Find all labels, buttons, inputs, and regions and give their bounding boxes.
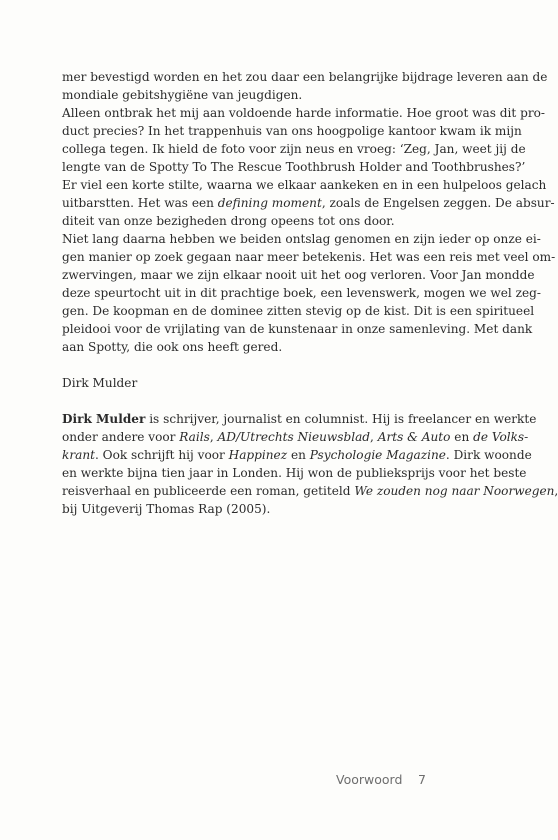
bio-line: en werkte bijna tien jaar in Londen. Hij won de publieksprijs voor het beste	[62, 466, 527, 480]
text-run: reisverhaal en publiceerde een roman, getiteld	[62, 484, 355, 498]
bio-line	[62, 482, 558, 500]
text-line: zwervingen, maar we zijn elkaar nooit uit het oog verloren. Voor Jan mondde	[62, 268, 535, 282]
page-body	[62, 68, 558, 518]
italic-title: Rails	[179, 430, 210, 444]
italic-phrase: defining moment	[217, 196, 322, 210]
page-number: 7	[418, 772, 426, 787]
italic-title: Happinez	[228, 448, 288, 462]
text-run: is schrijver, journalist en columnist. Hij is freelancer en werkte	[145, 412, 537, 426]
text-line: duct precies? In het trappenhuis van ons hoogpolige kantoor kwam ik mijn	[62, 124, 522, 138]
text-run: onder andere voor	[62, 430, 180, 444]
italic-title: We zouden nog naar Noorwegen	[354, 484, 555, 498]
text-line: mer bevestigd worden en het zou daar een belangrijke bijdrage leveren aan de	[62, 70, 548, 84]
text-run: . Dirk woonde	[445, 448, 532, 462]
text-run: en	[287, 448, 310, 462]
text-run: ,	[554, 484, 558, 498]
signature: Dirk Mulder	[62, 376, 138, 390]
text-line: diteit van onze bezigheden drong opeens tot ons door.	[62, 214, 395, 228]
text-line: gen manier op zoek gegaan naar meer betekenis. Het was een reis met veel om-	[62, 250, 556, 264]
text-line: Niet lang daarna hebben we beiden ontslag genomen en zijn ieder op onze ei-	[62, 232, 541, 246]
text-line: aan Spotty, die ook ons heeft gered.	[62, 340, 283, 354]
text-line: pleidooi voor de vrijlating van de kunstenaar in onze samenleving. Met dank	[62, 322, 533, 336]
italic-title: Arts & Auto	[377, 430, 451, 444]
text-run: ,	[370, 430, 378, 444]
bio-line: bij Uitgeverij Thomas Rap (2005).	[62, 502, 271, 516]
italic-title: krant	[62, 448, 95, 462]
paragraph-gap	[62, 356, 478, 374]
italic-title: AD/Utrechts Nieuwsblad	[217, 430, 371, 444]
text-run: . Ook schrijft hij voor	[94, 448, 229, 462]
bio-line	[62, 410, 537, 428]
bio-line	[62, 428, 529, 446]
section-title: Voorwoord	[336, 772, 403, 787]
text-line: deze speurtocht uit in dit prachtige boek, een levenswerk, mogen we wel zeg-	[62, 286, 541, 300]
text-line	[62, 194, 555, 212]
text-run: ,	[209, 430, 218, 444]
text-line: mondiale gebitshygiëne van jeugdigen.	[62, 88, 303, 102]
text-line: Er viel een korte stilte, waarna we elkaar aankeken en in een hulpeloos gelach	[62, 178, 547, 192]
text-run: uitbarstten. Het was een	[62, 196, 218, 210]
text-run: en	[450, 430, 474, 444]
bio-line	[62, 446, 532, 464]
text-line: lengte van de Spotty To The Rescue Toothbrush Holder and Toothbrushes?’	[62, 160, 526, 174]
italic-title: Psychologie Magazine	[309, 448, 446, 462]
italic-title: de Volks-	[473, 430, 529, 444]
paragraph-gap	[62, 392, 478, 410]
text-line: gen. De koopman en de dominee zitten stevig op de kist. Dit is een spiritueel	[62, 304, 535, 318]
text-line: collega tegen. Ik hield de foto voor zijn neus en vroeg: ‘Zeg, Jan, weet jij de	[62, 142, 526, 156]
page-footer	[0, 772, 540, 792]
text-line: Alleen ontbrak het mij aan voldoende harde informatie. Hoe groot was dit pro-	[62, 106, 545, 120]
author-name: Dirk Mulder	[62, 412, 146, 426]
text-run: , zoals de Engelsen zeggen. De absur-	[321, 196, 555, 210]
